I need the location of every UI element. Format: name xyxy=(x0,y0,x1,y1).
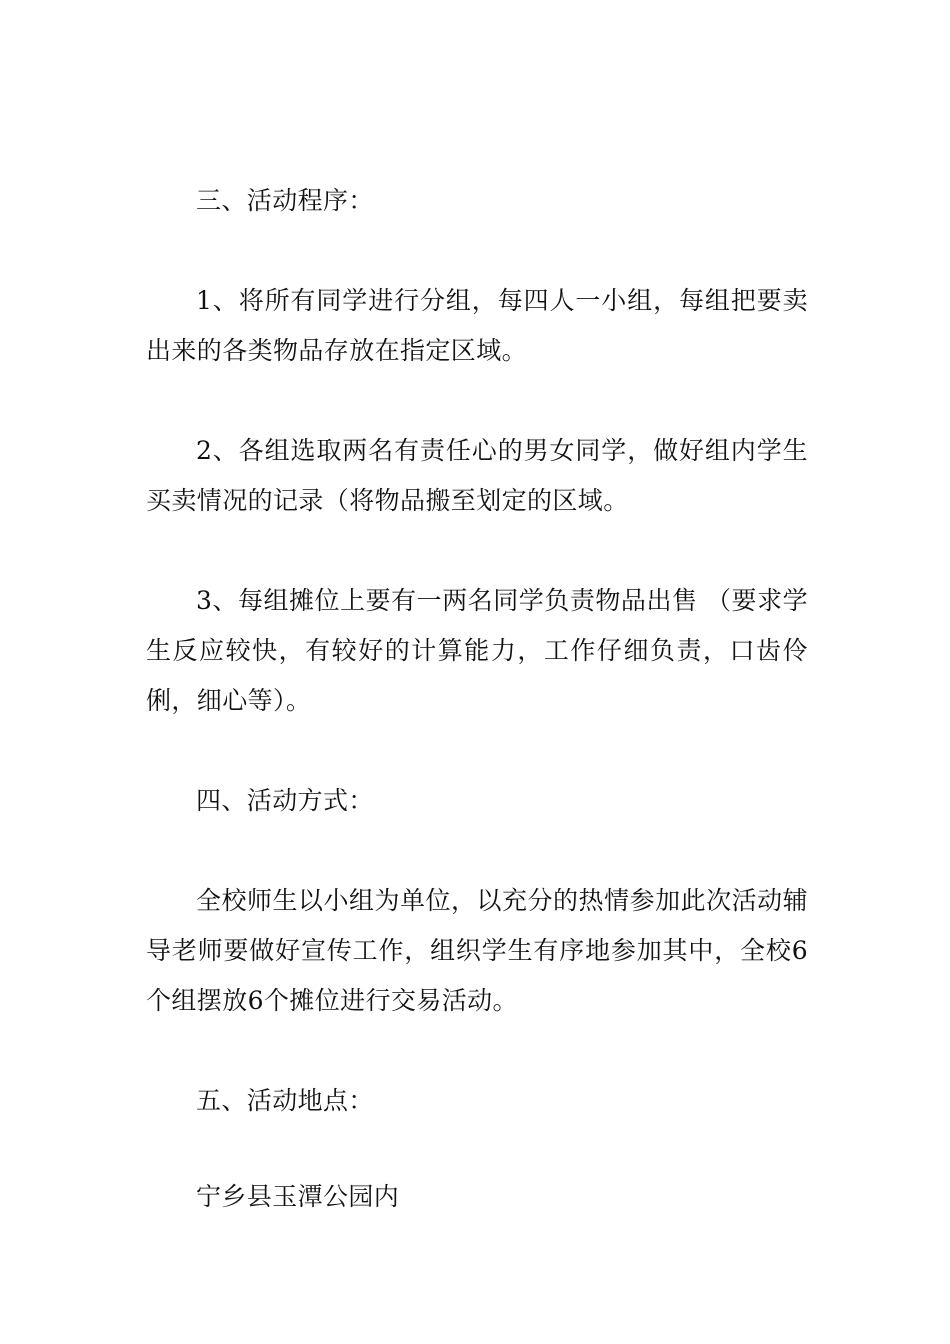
activity-location-text: 宁乡县玉潭公园内 xyxy=(196,1182,400,1211)
activity-method-text: 全校师生以小组为单位，以充分的热情参加此次活动辅导老师要做好宣传工作，组织学生有序地参加其中，全校6个组摆放6个摊位进行交易活动。 xyxy=(146,886,808,1015)
procedure-step-3: 3、每组摊位上要有一两名同学负责物品出售 （要求学生反应较快，有较好的计算能力，工作仔细负责，口齿伶俐，细心等）。 xyxy=(146,586,808,715)
heading-activity-location: 五、活动地点： xyxy=(196,1086,374,1115)
heading-activity-procedure: 三、活动程序： xyxy=(196,186,374,215)
procedure-step-1: 1、将所有同学进行分组，每四人一小组，每组把要卖出来的各类物品存放在指定区域。 xyxy=(146,286,808,365)
procedure-step-2: 2、各组选取两名有责任心的男女同学，做好组内学生买卖情况的记录（将物品搬至划定的区域。 xyxy=(146,436,808,515)
heading-activity-method: 四、活动方式： xyxy=(196,786,374,815)
